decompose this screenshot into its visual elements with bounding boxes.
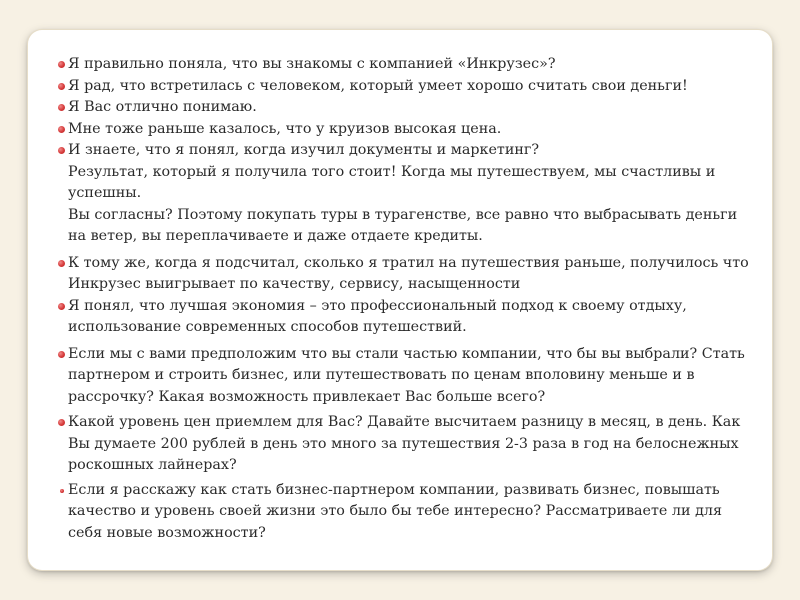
list-item: [58, 344, 758, 409]
bullet-icon: [58, 419, 65, 426]
paragraph-text: Результат, который я получила того стоит! Когда мы путешествуем, мы счастливы и успешны.: [68, 163, 716, 201]
paragraph-text: Я правильно поняла, что вы знакомы с компанией «Инкрузес»?: [68, 56, 556, 72]
slide-content: [58, 54, 758, 544]
list-item: [58, 253, 758, 296]
paragraph-text: И знаете, что я понял, когда изучил документы и маркетинг?: [68, 142, 540, 158]
list-item: [58, 140, 758, 162]
paragraph-text: Я понял, что лучшая экономия – это профессиональный подход к своему отдыху, использование современных способов путешествий.: [68, 297, 687, 335]
list-item: [58, 119, 758, 141]
bullet-icon: [58, 303, 65, 310]
paragraph-text: Если мы с вами предположим что вы стали частью компании, что бы вы выбрали? Стать партнером и строить бизнес, или путешествовать по ценам вполовину меньше и в рассрочку? Какая возможность привлекает Вас больше всего?: [68, 345, 745, 405]
bullet-icon: [58, 83, 65, 90]
paragraph-text: Мне тоже раньше казалось, что у круизов высокая цена.: [68, 120, 502, 137]
list-item: [58, 480, 758, 545]
bullet-icon: [58, 61, 65, 68]
paragraph-text: Вы согласны? Поэтому покупать туры в турагенстве, все равно что выбрасывать деньги на ветер, вы переплачиваете и даже отдаете кредиты.: [68, 206, 738, 244]
bullet-icon: [58, 147, 65, 154]
list-item: [58, 97, 758, 119]
slide: [28, 30, 772, 570]
bullet-icon: [58, 351, 65, 358]
list-item: [58, 412, 758, 477]
list-item-continuation: [58, 205, 758, 248]
list-item: [58, 54, 758, 76]
paragraph-text: Я Вас отлично понимаю.: [68, 99, 257, 115]
list-item-continuation: [58, 162, 758, 205]
bullet-icon: [58, 260, 65, 267]
list-item: [58, 296, 758, 339]
paragraph-text: Какой уровень цен приемлем для Вас? Давайте высчитаем разницу в месяц, в день. Как Вы думаете 200 рублей в день это много за путешествия 2-3 раза в год на белоснежных роскошных лайнерах?: [68, 414, 741, 473]
bullet-icon: [60, 489, 64, 493]
paragraph-text: Я рад, что встретилась с человеком, который умеет хорошо считать свои деньги!: [68, 77, 688, 94]
bullet-icon: [58, 126, 65, 133]
paragraph-text: К тому же, когда я подсчитал, сколько я тратил на путешествия раньше, получилось что Инкрузес выигрывает по качеству, сервису, насыщенности: [68, 254, 749, 292]
list-item: [58, 76, 758, 98]
bullet-icon: [58, 104, 65, 111]
paragraph-text: Если я расскажу как стать бизнес-партнером компании, развивать бизнес, повышать качество и уровень своей жизни это было бы тебе интересно? Рассматриваете ли для себя новые возможности?: [68, 481, 722, 541]
